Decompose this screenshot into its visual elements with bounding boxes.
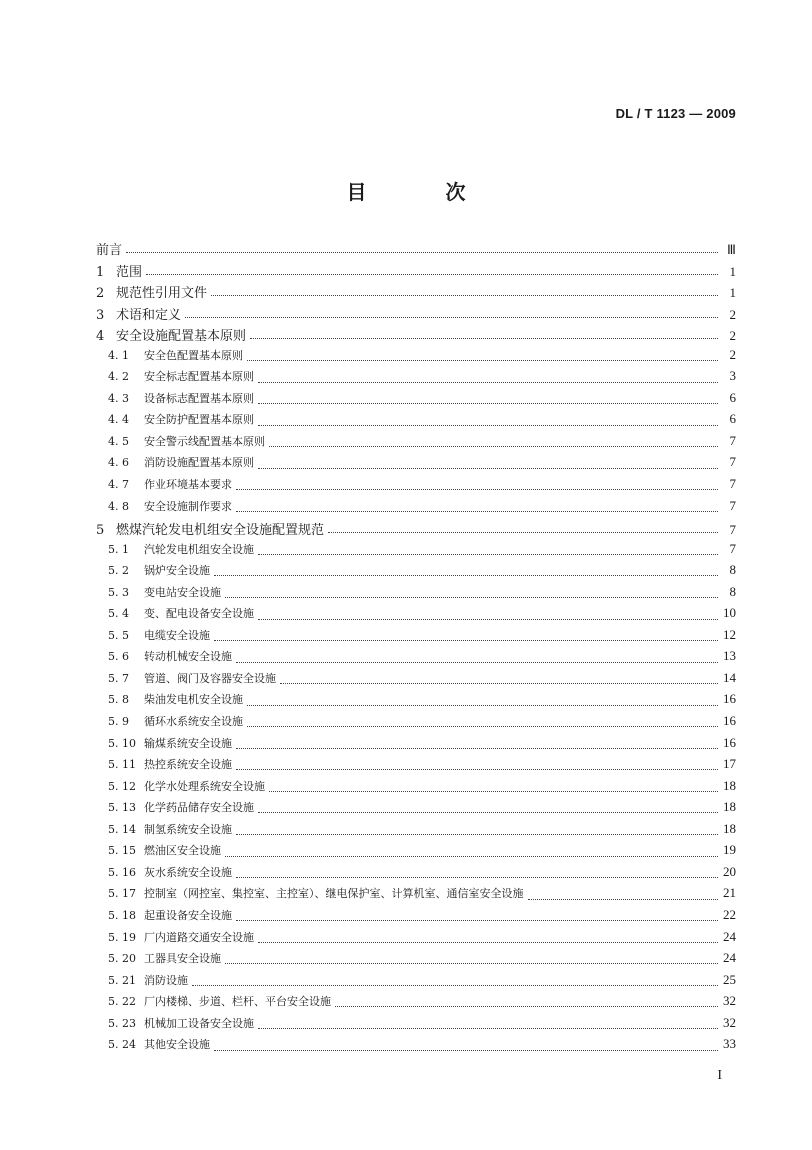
- toc-entry-page: 7: [729, 522, 736, 538]
- toc-entry-label: 变、配电设备安全设施: [144, 607, 254, 621]
- toc-entry-number: 4. 5: [108, 434, 129, 448]
- toc-entry-page: 17: [723, 756, 736, 772]
- toc-entry-number: 4. 3: [108, 391, 129, 405]
- toc-entry-label: 化学水处理系统安全设施: [144, 779, 265, 793]
- toc-entry-page: 3: [729, 368, 736, 384]
- toc-leader-dots: [258, 554, 718, 555]
- toc-entry-page: 7: [729, 497, 736, 513]
- toc-entry[interactable]: [96, 929, 736, 951]
- toc-entry-label: 燃煤汽轮发电机组安全设施配置规范: [116, 523, 325, 539]
- toc-entry-label: 厂内道路交通安全设施: [144, 930, 254, 944]
- toc-entry[interactable]: [96, 605, 736, 627]
- toc-leader-dots: [236, 662, 718, 663]
- toc-entry-page: 18: [723, 799, 736, 815]
- toc-leader-dots: [247, 360, 718, 361]
- toc-leader-dots: [258, 425, 718, 426]
- toc-entry-label: 灰水系统安全设施: [144, 865, 232, 879]
- toc-entry-page: 6: [729, 389, 736, 405]
- toc-entry-page: 2: [729, 328, 736, 344]
- toc-entry[interactable]: [96, 584, 736, 606]
- toc-leader-dots: [236, 489, 718, 490]
- toc-entry-page: 16: [723, 713, 736, 729]
- toc-entry-page: 8: [729, 583, 736, 599]
- toc-entry-page: 25: [723, 971, 736, 987]
- toc-entry[interactable]: [96, 282, 736, 304]
- toc-entry-number: 5. 15: [108, 844, 136, 858]
- toc-entry[interactable]: [96, 842, 736, 864]
- toc-entry-page: 22: [723, 906, 736, 922]
- toc-leader-dots: [225, 597, 718, 598]
- toc-entry-page: 14: [723, 669, 736, 685]
- toc-leader-dots: [280, 683, 718, 684]
- toc-entry[interactable]: [96, 670, 736, 692]
- toc-entry-number: 4. 4: [108, 413, 129, 427]
- toc-entry-label: 制氢系统安全设施: [144, 822, 232, 836]
- toc-leader-dots: [258, 382, 718, 383]
- toc-entry-number: 1: [96, 264, 105, 280]
- toc-entry-label: 工器具安全设施: [144, 952, 221, 966]
- toc-leader-dots: [146, 274, 718, 275]
- toc-leader-dots: [528, 899, 719, 900]
- toc-entry[interactable]: [96, 691, 736, 713]
- toc-entry[interactable]: [96, 799, 736, 821]
- toc-entry-label: 作业环境基本要求: [144, 478, 232, 492]
- toc-entry[interactable]: [96, 821, 736, 843]
- toc-entry-label: 术语和定义: [116, 307, 182, 323]
- toc-entry-page: 32: [723, 993, 736, 1009]
- toc-leader-dots: [258, 812, 718, 813]
- toc-entry-label: 循环水系统安全设施: [144, 715, 243, 729]
- toc-entry-label: 控制室（网控室、集控室、主控室）、继电保护室、计算机室、通信室安全设施: [144, 887, 524, 901]
- toc-entry-page: 21: [723, 885, 736, 901]
- toc-entry-number: 5. 14: [108, 822, 136, 836]
- toc-entry-label: 管道、阀门及容器安全设施: [144, 671, 276, 685]
- toc-leader-dots: [328, 532, 718, 533]
- toc-entry[interactable]: [96, 864, 736, 886]
- toc-entry[interactable]: [96, 325, 736, 347]
- toc-entry-number: 5. 2: [108, 564, 129, 578]
- toc-leader-dots: [335, 1006, 718, 1007]
- toc-entry-page: 24: [723, 950, 736, 966]
- toc-entry[interactable]: [96, 411, 736, 433]
- toc-entry-number: 5. 10: [108, 736, 136, 750]
- toc-entry-page: 1: [729, 263, 736, 279]
- toc-entry-number: 5. 3: [108, 585, 129, 599]
- toc-entry-number: 5. 17: [108, 887, 136, 901]
- toc-entry[interactable]: [96, 993, 736, 1015]
- document-code: DL / T 1123 — 2009: [615, 106, 736, 121]
- toc-entry-label: 输煤系统安全设施: [144, 736, 232, 750]
- toc-entry-label: 安全防护配置基本原则: [144, 413, 254, 427]
- toc-entry-label: 转动机械安全设施: [144, 650, 232, 664]
- toc-entry[interactable]: [96, 627, 736, 649]
- toc-entry[interactable]: [96, 390, 736, 412]
- toc-entry-number: 5. 9: [108, 715, 129, 729]
- toc-entry[interactable]: [96, 972, 736, 994]
- toc-entry[interactable]: [96, 885, 736, 907]
- toc-leader-dots: [225, 963, 718, 964]
- toc-entry-page: 16: [723, 691, 736, 707]
- toc-leader-dots: [236, 920, 718, 921]
- toc-entry[interactable]: [96, 454, 736, 476]
- toc-entry[interactable]: [96, 713, 736, 735]
- toc-leader-dots: [250, 338, 718, 339]
- toc-entry-page: 7: [729, 476, 736, 492]
- toc-entry-label: 消防设施: [144, 973, 188, 987]
- toc-entry-page: 7: [729, 540, 736, 556]
- toc-entry-number: 4: [96, 329, 105, 345]
- toc-entry-number: 4. 2: [108, 370, 129, 384]
- page-title: 目 次: [346, 180, 502, 204]
- toc-entry-page: 13: [723, 648, 736, 664]
- toc-leader-dots: [236, 511, 718, 512]
- toc-entry-number: 5. 12: [108, 779, 136, 793]
- toc-entry[interactable]: [96, 756, 736, 778]
- toc-leader-dots: [211, 295, 718, 296]
- toc-leader-dots: [192, 985, 718, 986]
- toc-entry[interactable]: [96, 778, 736, 800]
- toc-entry-page: 10: [723, 605, 736, 621]
- toc-entry[interactable]: [96, 498, 736, 520]
- toc-entry[interactable]: [96, 907, 736, 929]
- toc-entry-label: 变电站安全设施: [144, 585, 221, 599]
- toc-entry-page: 16: [723, 734, 736, 750]
- toc-entry-label: 范围: [116, 264, 143, 280]
- toc-entry-number: 5. 13: [108, 801, 136, 815]
- toc-entry-page: 32: [723, 1014, 736, 1030]
- toc-entry[interactable]: [96, 304, 736, 326]
- toc-entry-number: 4. 1: [108, 348, 129, 362]
- toc-leader-dots: [258, 1028, 718, 1029]
- toc-entry-label: 机械加工设备安全设施: [144, 1016, 254, 1030]
- toc-entry-number: 5. 7: [108, 671, 129, 685]
- toc-entry-page: 2: [729, 306, 736, 322]
- toc-entry-number: 5. 5: [108, 628, 129, 642]
- toc-entry-label: 消防设施配置基本原则: [144, 456, 254, 470]
- toc-entry-number: 5. 20: [108, 952, 136, 966]
- toc-entry-label: 规范性引用文件: [116, 286, 208, 302]
- toc-entry-number: 3: [96, 307, 105, 323]
- toc-leader-dots: [236, 877, 718, 878]
- page-number: I: [717, 1068, 722, 1083]
- toc-entry[interactable]: [96, 519, 736, 541]
- toc-entry-label: 电缆安全设施: [144, 628, 210, 642]
- toc-entry-number: 5. 23: [108, 1016, 136, 1030]
- toc-entry-page: 1: [729, 285, 736, 301]
- toc-entry-label: 安全标志配置基本原则: [144, 370, 254, 384]
- toc-entry[interactable]: [96, 433, 736, 455]
- toc-leader-dots: [214, 575, 718, 576]
- toc-leader-dots: [185, 317, 718, 318]
- toc-entry-label: 前言: [96, 243, 123, 258]
- toc-leader-dots: [214, 640, 718, 641]
- toc-leader-dots: [258, 403, 718, 404]
- toc-entry-label: 安全色配置基本原则: [144, 348, 243, 362]
- toc-leader-dots: [214, 1050, 718, 1051]
- toc-entry[interactable]: [96, 476, 736, 498]
- toc-entry-number: 5. 8: [108, 693, 129, 707]
- toc-entry-number: 5. 24: [108, 1038, 136, 1052]
- toc-leader-dots: [258, 468, 718, 469]
- toc-entry-page: 24: [723, 928, 736, 944]
- toc-leader-dots: [258, 942, 718, 943]
- toc-entry-page: 8: [729, 562, 736, 578]
- toc-entry[interactable]: [96, 1015, 736, 1037]
- toc-leader-dots: [236, 834, 718, 835]
- toc-entry-number: 5. 1: [108, 542, 129, 556]
- toc-entry-page: 2: [729, 346, 736, 362]
- toc-entry-label: 起重设备安全设施: [144, 908, 232, 922]
- toc-entry-label: 化学药品储存安全设施: [144, 801, 254, 815]
- toc-entry-label: 安全警示线配置基本原则: [144, 434, 265, 448]
- toc-entry[interactable]: [96, 261, 736, 283]
- toc-entry-page: Ⅲ: [727, 242, 736, 257]
- toc-entry-label: 锅炉安全设施: [144, 564, 210, 578]
- toc-entry-page: 7: [729, 432, 736, 448]
- toc-entry-number: 4. 6: [108, 456, 129, 470]
- toc-entry[interactable]: [96, 648, 736, 670]
- toc-entry[interactable]: [96, 1036, 736, 1058]
- toc-leader-dots: [247, 705, 718, 706]
- toc-entry-label: 其他安全设施: [144, 1038, 210, 1052]
- toc-entry-label: 热控系统安全设施: [144, 758, 232, 772]
- toc-entry-number: 5. 18: [108, 908, 136, 922]
- toc-entry-page: 18: [723, 820, 736, 836]
- toc-entry-number: 5. 4: [108, 607, 129, 621]
- toc-entry-label: 安全设施配置基本原则: [116, 329, 247, 345]
- toc-entry[interactable]: [96, 950, 736, 972]
- toc-leader-dots: [258, 619, 718, 620]
- toc-leader-dots: [269, 446, 718, 447]
- toc-entry-number: 4. 8: [108, 499, 129, 513]
- toc-entry-label: 厂内楼梯、步道、栏杆、平台安全设施: [144, 995, 331, 1009]
- toc-entry-page: 20: [723, 863, 736, 879]
- toc-entry-page: 6: [729, 411, 736, 427]
- toc-entry-number: 5. 21: [108, 973, 136, 987]
- toc-entry-page: 19: [723, 842, 736, 858]
- toc-leader-dots: [225, 856, 718, 857]
- toc-leader-dots: [236, 748, 718, 749]
- toc-leader-dots: [269, 791, 718, 792]
- toc-entry-number: 5. 11: [108, 758, 136, 772]
- toc-entry-number: 5. 16: [108, 865, 136, 879]
- toc-entry-label: 柴油发电机安全设施: [144, 693, 243, 707]
- toc-entry-number: 5. 19: [108, 930, 136, 944]
- toc-leader-dots: [247, 726, 718, 727]
- toc-entry-label: 汽轮发电机组安全设施: [144, 542, 254, 556]
- toc-leader-dots: [126, 252, 718, 253]
- toc-entry-number: 5: [96, 523, 105, 539]
- table-of-contents: [96, 239, 736, 1058]
- toc-entry-number: 4. 7: [108, 478, 129, 492]
- toc-entry[interactable]: [96, 735, 736, 757]
- toc-entry[interactable]: [96, 541, 736, 563]
- toc-entry[interactable]: [96, 368, 736, 390]
- toc-entry-page: 12: [723, 626, 736, 642]
- toc-entry-label: 安全设施制作要求: [144, 499, 232, 513]
- toc-entry[interactable]: [96, 239, 736, 261]
- toc-entry-label: 燃油区安全设施: [144, 844, 221, 858]
- toc-entry-number: 5. 6: [108, 650, 129, 664]
- toc-entry-page: 33: [723, 1036, 736, 1052]
- toc-entry[interactable]: [96, 347, 736, 369]
- toc-entry-number: 5. 22: [108, 995, 136, 1009]
- toc-entry-page: 7: [729, 454, 736, 470]
- toc-entry-label: 设备标志配置基本原则: [144, 391, 254, 405]
- toc-entry[interactable]: [96, 562, 736, 584]
- toc-entry-page: 18: [723, 777, 736, 793]
- toc-leader-dots: [236, 769, 718, 770]
- toc-entry-number: 2: [96, 286, 105, 302]
